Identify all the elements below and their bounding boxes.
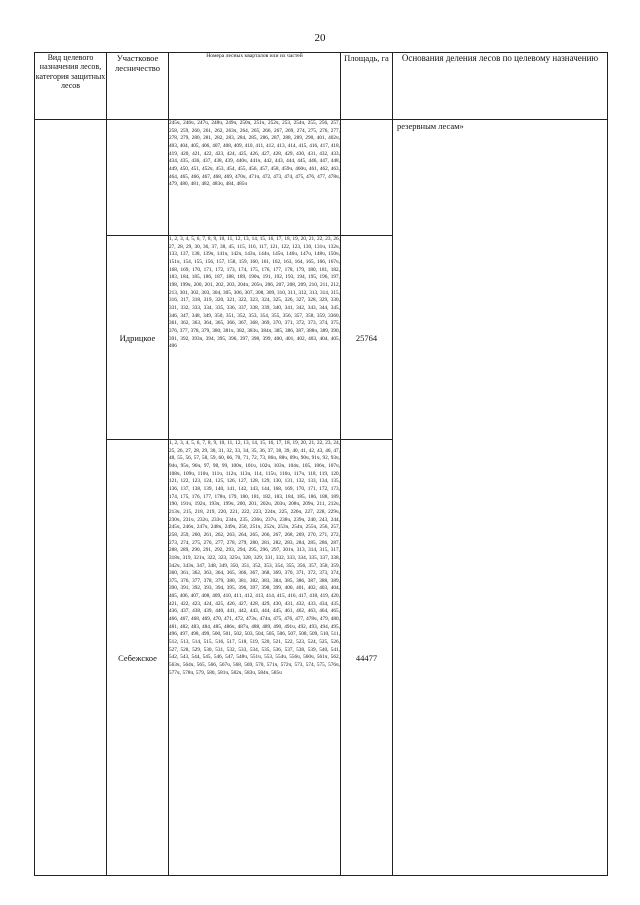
district-cell: Идрицкое [107, 236, 169, 440]
quarter-numbers-cell: 245ч, 246ч, 247ч, 248ч, 249ч, 250ч, 251ч, 252ч, 253, 254ч, 255, 256, 257, 258, 259, 260, 261, 262, 263ч, 264, 265, 266, 267, 269, 274, 275, 276, 277, 278, 279, 280, 281, 282, 283, 284, 285, 286, 287, 288, 289, 290, 401, 402ч, 403, 404, 405, 406, 407, 408, 409, 410, 411, 412, 413, 414, 415, 416, 417, 418, 419, 420, 421, 422, 423, 424, 425, 426, 427, 428, 429, 430, 431, 432, 433, 434, 435, 436, 437, 438, 439, 440ч, 441ч, 442, 443, 444, 445, 446, 447, 448, 449, 450, 451, 452ч, 453, 454, 455, 456, 457, 458, 459ч, 460ч, 461, 462, 463, 464, 465, 466, 467, 468, 469, 470ч, 471ч, 472, 473, 474, 475, 476, 477, 478ч, 479, 480, 481, 482, 483ч, 484, 485ч [169, 120, 341, 236]
area-cell: 25764 [341, 236, 393, 440]
basis-cell: резервным лесам» [393, 120, 608, 876]
area-cell: 44477 [341, 440, 393, 876]
page-number: 20 [314, 32, 326, 44]
table-row [35, 120, 608, 236]
forest-division-table [34, 52, 608, 876]
quarter-numbers-cell: 1, 2, 3, 4, 5, 6, 7, 8, 9, 10, 11, 12, 13, 14, 15, 16, 17, 18, 19, 20, 21, 22, 23, 24, 25, 26, 27, 28, 29, 30, 31, 32, 33, 34, 35, 36, 37, 38, 39, 40, 41, 42, 43, 46, 47, 48, 55, 56, 57, 58, 59, 60, 66, 70, 71, 72, 73, 86ч, 88ч, 89ч, 90ч, 91ч, 92, 93ч, 94ч, 95ч, 96ч, 97, 98, 99, 100ч, 101ч, 102ч, 103ч, 104ч, 105, 106ч, 107ч, 108ч, 109ч, 110ч, 111ч, 112ч, 113ч, 114, 115ч, 116ч, 117ч, 118, 119, 120, 121, 122, 123, 124, 125, 126, 127, 128, 129, 130, 131, 132, 133, 134, 135, 136, 137, 138, 139, 140, 141, 142, 143, 144, 168, 169, 170, 171, 172, 173, 174, 175, 176, 177, 178ч, 179, 180, 181, 182, 183, 184, 185, 186, 188, 189, 190, 191ч, 192ч, 193ч, 199ч, 200, 201, 202ч, 203ч, 208ч, 209ч, 211, 212ч, 213ч, 215, 218, 219, 220, 221, 222, 223, 224ч, 225, 226ч, 227, 228, 229ч, 230ч, 231ч, 232ч, 233ч, 234ч, 235, 236ч, 237ч, 238ч, 239ч, 240, 243, 244, 245ч, 246ч, 247ч, 248ч, 249ч, 250, 251ч, 252ч, 253ч, 254ч, 255ч, 256, 257, 258, 259, 260, 261, 262, 263, 264, 265, 266, 267, 268, 269, 270, 271, 272, 273, 274, 275, 276, 277, 278, 279, 280, 281, 282, 283, 284, 285, 286, 287, 288, 289, 290, 291, 292, 293, 294, 295, 296, 297, 301ч, 313, 314, 315, 317, 318ч, 319, 321ч, 322, 323, 325ч, 328, 329, 331, 332, 333, 334, 335, 337, 338, 342ч, 343ч, 347, 348, 349, 350, 351, 352, 353, 354, 355, 356, 357, 358, 359, 360, 361, 362, 363, 364, 365, 366, 367, 368, 369, 370, 371, 372, 373, 374, 375, 376, 377, 378, 379, 380, 381, 382, 383, 384, 385, 386, 387, 388, 389, 390, 391, 392, 393, 394, 395, 396, 397, 398, 399, 400, 401, 402, 403, 404, 405, 406, 407, 408, 409, 410, 411, 412, 413, 414, 415, 416, 417, 418, 419, 420, 421, 422, 423, 424, 425, 426, 427, 428, 429, 430, 431, 432, 433, 434, 435, 436, 437, 438, 439, 440, 441, 442, 443, 444, 445, 461, 462, 463, 464, 465, 466, 467, 468, 469, 470, 471, 472, 473ч, 474ч, 475, 476, 477, 478ч, 479, 480, 481, 482, 483, 484, 485, 486ч, 487ч, 488, 489, 490, 491ч, 492, 493, 494, 495, 496, 497, 498, 499, 500, 501, 502, 503, 504, 505, 506, 507, 508, 509, 510, 511, 512, 513, 514, 515, 516, 517, 518, 519, 520, 521, 522, 523, 524, 525, 526, 527, 528, 529, 530, 531, 532, 533, 534, 535, 536, 537, 538, 539, 540, 541, 542, 543, 544, 545, 546, 547, 548ч, 551ч, 553, 554ч, 556ч, 560ч, 561ч, 562, 563ч, 564ч, 565, 566, 567ч, 568, 569, 570, 571ч, 572ч, 573, 574, 575, 576ч, 577ч, 578ч, 579, 580, 581ч, 582ч, 583ч, 584ч, 585ч [169, 440, 341, 876]
header-basis: Основания деления лесов по целевому назначению [393, 53, 608, 120]
quarter-numbers-cell: 1, 2, 3, 4, 5, 6, 7, 8, 9, 10, 11, 12, 13, 14, 15, 16, 17, 18, 19, 20, 21, 22, 23, 26, 27, 28, 29, 30, 36, 37, 38, 45, 115, 116, 117, 121, 122, 123, 130, 131ч, 132ч, 133, 137, 138, 139ч, 141ч, 142ч, 143ч, 144ч, 145ч, 146ч, 147ч, 148ч, 150ч, 151ч, 154, 155, 156, 157, 158, 159, 160, 161, 162, 163, 164, 165, 166, 167ч, 168, 169, 170, 171, 172, 173, 174, 175, 176, 177, 178, 179, 180, 181, 182, 183, 184, 185, 186, 187, 188, 189, 190ч, 191, 192, 193, 194, 195, 196, 197, 198, 199ч, 200, 201, 202, 203, 204ч, 205ч, 206, 207, 208, 209, 210, 211, 212, 213, 301, 302, 303, 304, 305, 306, 307, 308, 309, 310, 311, 312, 313, 314, 315, 316, 317, 318, 319, 320, 321, 322, 323, 324, 325, 326, 327, 328, 329, 330, 331, 332, 333, 334, 335, 336, 337, 338, 339, 340, 341, 342, 343, 344, 345, 346, 347, 348, 349, 350, 351, 352, 353, 354, 355, 356, 357, 358, 359, 3360, 361, 362, 363, 364, 365, 366, 367, 368, 369, 370, 371, 372, 373, 374, 375, 376, 377, 378, 379, 380, 381ч, 382, 383ч, 384ч, 385, 386, 387, 388ч, 389, 390, 391, 392, 393ч, 394, 395, 396, 397, 398, 399, 400, 401, 402, 403, 404, 405, 406 [169, 236, 341, 440]
purpose-cell [35, 120, 107, 876]
header-area: Площадь, га [341, 53, 393, 120]
area-cell [341, 120, 393, 236]
header-forest-purpose: Вид целевого назначения лесов, категория защитных лесов [35, 53, 107, 120]
district-cell: Себежское [107, 440, 169, 876]
header-quarter-numbers: Номера лесных кварталов или их частей [169, 53, 341, 120]
district-cell [107, 120, 169, 236]
header-district: Участковое лесничество [107, 53, 169, 120]
table-header-row [35, 53, 608, 120]
